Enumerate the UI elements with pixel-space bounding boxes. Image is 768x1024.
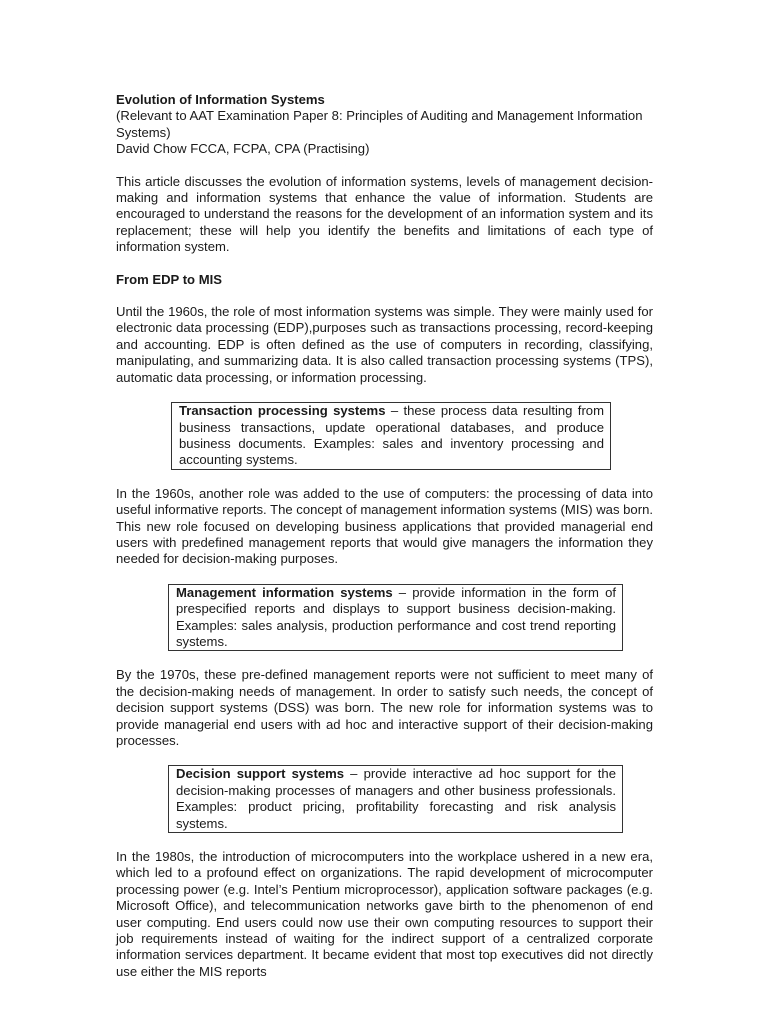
document-title: Evolution of Information Systems [116,92,325,107]
document-page [116,92,653,980]
definition-text: – provide information in the form of prespecified reports and displays to support business decision-making. Examples: sales analysis, production performance and cost trend reporting systems. [176,584,616,649]
document-subtitle: (Relevant to AAT Examination Paper 8: Principles of Auditing and Management Information Systems) [116,108,643,140]
paragraph-mis: In the 1960s, another role was added to the use of computers: the processing of data into useful informative reports. The concept of management information systems (MIS) was born. This new role focused on developing business applications that provided managerial end users with predefined management reports that would give managers the information they needed for decision-making purposes. [116,485,653,567]
definition-text: – these process data resulting from business transactions, update operational databases, and produce business documents. Examples: sales and inventory processing and accounting systems. [179,403,604,468]
paragraph-end-user: In the 1980s, the introduction of microcomputers into the workplace ushered in a new era, which led to a profound effect on organizations. The rapid development of microcomputer processing power (e.g. Intel’s Pentium microprocessor), application software packages (e.g. Microsoft Office), and telecommunication networks gave birth to the phenomenon of end user computing. End users could now use their own computing resources to support their job requirements instead of waiting for the indirect support of a centralized corporate information services department. It became evident that most top executives did not directly use either the MIS reports [116,849,653,979]
paragraph-dss: By the 1970s, these pre-defined management reports were not sufficient to meet many of the decision-making needs of management. In order to satisfy such needs, the concept of decision support systems (DSS) was born. The new role for information systems was to provide managerial end users with ad hoc and interactive support of their decision-making processes. [116,667,653,748]
definition-term: Decision support systems [176,766,345,782]
definition-term: Transaction processing systems [179,403,386,419]
paragraph-edp: Until the 1960s, the role of most information systems was simple. They were mainly used for electronic data processing (EDP),purposes such as transactions processing, record-keeping and accounting. EDP is often defined as the use of computers in recording, classifying, manipulating, and summarizing data. It is also called transaction processing systems (TPS), automatic data processing, or information processing. [116,304,653,385]
intro-paragraph: This article discusses the evolution of information systems, levels of management decision-making and information systems that enhance the value of information. Students are encouraged to understand the reasons for the development of an information system and its replacement; these will help you identify the benefits and limitations of each type of information system. [116,173,653,255]
definition-text: – provide interactive ad hoc support for the decision-making processes of managers and other business professionals. Examples: product pricing, profitability forecasting and risk analysis systems. [176,766,616,831]
definition-box-dss [168,765,623,833]
section-heading: From EDP to MIS [116,271,222,287]
definition-box-tps [171,402,611,470]
definition-box-mis [168,584,623,652]
document-author: David Chow FCCA, FCPA, CPA (Practising) [116,141,370,157]
definition-term: Management information systems [176,584,393,600]
